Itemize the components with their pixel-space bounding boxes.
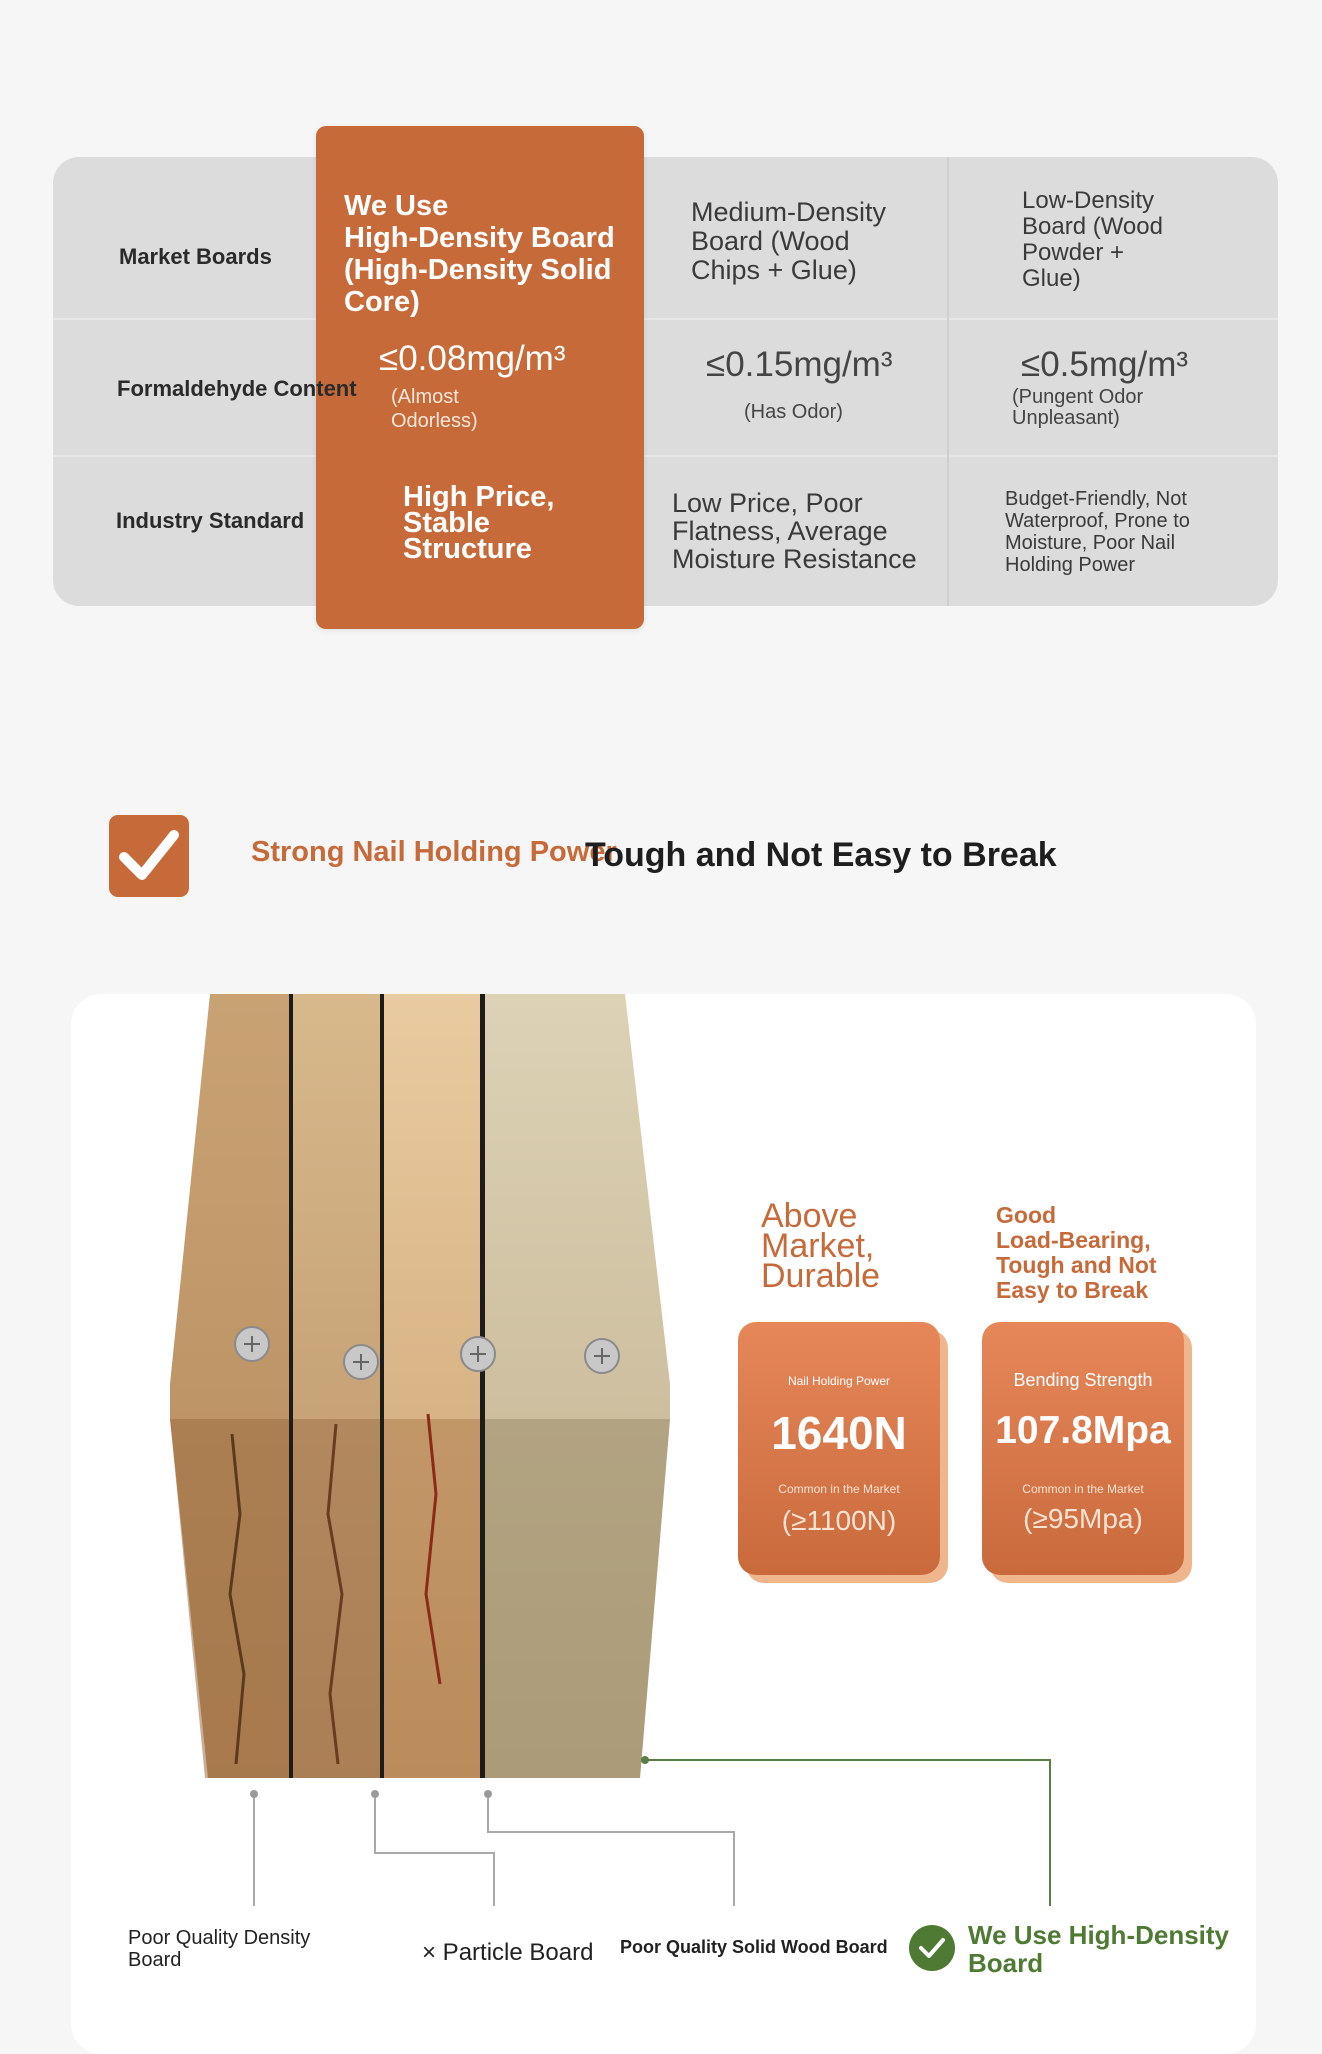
spec-title-load-bearing: Good Load-Bearing, Tough and Not Easy to Break xyxy=(996,1202,1157,1303)
highlight-formaldehyde-value: ≤0.08mg/m³ xyxy=(379,339,566,378)
stat-market-value: (≥1100N) xyxy=(781,1505,897,1536)
row-divider xyxy=(53,455,1278,457)
highlight-formaldehyde-note: (Almost Odorless) xyxy=(391,386,478,432)
medium-standard: Low Price, Poor Flatness, Average Moisture Resistance xyxy=(672,488,917,574)
board-samples-illustration xyxy=(160,994,680,1784)
low-density-heading: Low-Density Board (Wood Powder + Glue) xyxy=(1022,187,1163,292)
feature-orange-text: Strong Nail Holding Power xyxy=(251,836,617,868)
callout-lines xyxy=(0,1750,1322,1920)
label-particle-board: × Particle Board xyxy=(422,1939,594,1966)
label-high-density-board: We Use High-Density Board xyxy=(968,1920,1230,1978)
row-label-standard: Industry Standard xyxy=(116,508,305,533)
low-formaldehyde-note: (Pungent Odor Unpleasant) xyxy=(1012,386,1144,429)
label-poor-density-board: Poor Quality Density Board xyxy=(128,1927,311,1971)
label-poor-solid-wood-board: Poor Quality Solid Wood Board xyxy=(620,1937,888,1957)
low-formaldehyde-value: ≤0.5mg/m³ xyxy=(1021,345,1189,384)
stat-value: 1640N xyxy=(771,1407,907,1459)
column-divider xyxy=(947,157,949,606)
spec-title-durable: Above Market, Durable xyxy=(761,1197,881,1295)
stat-label: Bending Strength xyxy=(1013,1370,1153,1390)
medium-formaldehyde-note: (Has Odor) xyxy=(744,401,843,423)
stat-market-label: Common in the Market xyxy=(778,1482,900,1496)
stat-market-label: Common in the Market xyxy=(1022,1482,1144,1496)
row-label-formaldehyde: Formaldehyde Content xyxy=(117,376,357,401)
green-check-icon xyxy=(909,1925,955,1971)
medium-density-heading: Medium-Density Board (Wood Chips + Glue) xyxy=(691,197,887,285)
low-standard: Budget-Friendly, Not Waterproof, Prone to Moisture, Poor Nail Holding Power xyxy=(1005,488,1190,576)
stat-label: Nail Holding Power xyxy=(787,1374,891,1388)
nail-holding-stat-card xyxy=(738,1322,940,1575)
stat-value: 107.8Mpa xyxy=(995,1409,1171,1452)
medium-formaldehyde-value: ≤0.15mg/m³ xyxy=(706,345,893,384)
row-label-market-boards: Market Boards xyxy=(119,244,272,269)
highlight-heading: We Use High-Density Board (High-Density Solid Core) xyxy=(344,190,615,318)
bending-strength-stat-card xyxy=(982,1322,1184,1575)
row-divider xyxy=(53,318,1278,320)
stat-market-value: (≥95Mpa) xyxy=(1023,1503,1143,1534)
highlight-standard: High Price, Stable Structure xyxy=(403,481,555,565)
check-icon xyxy=(109,815,189,897)
feature-black-text: Tough and Not Easy to Break xyxy=(585,836,1057,874)
